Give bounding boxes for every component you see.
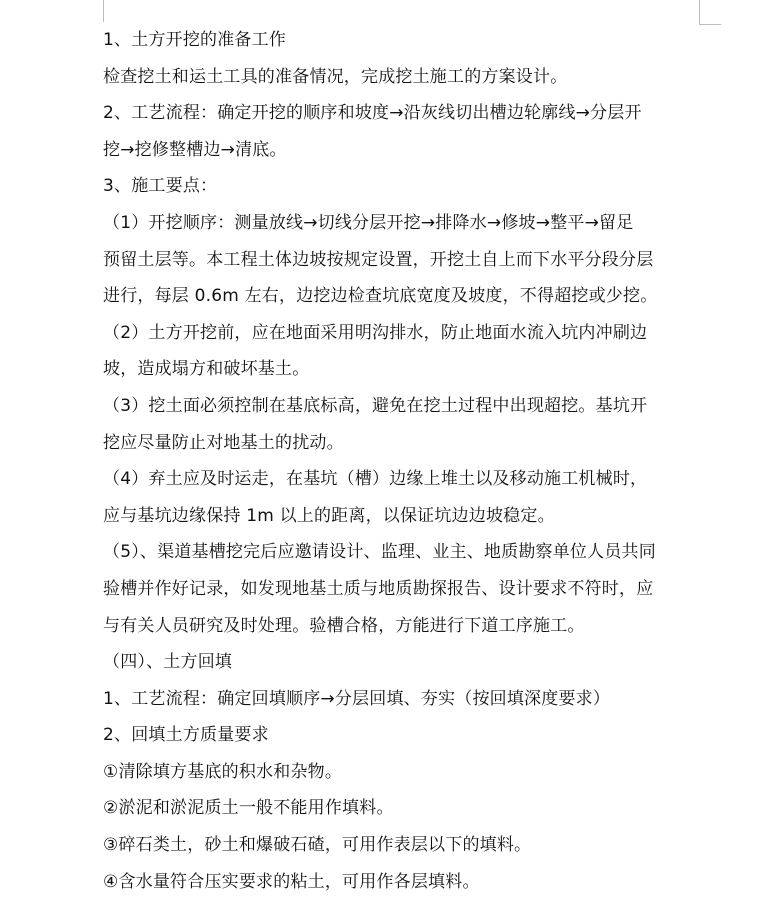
paragraph-line: （5）、渠道基槽挖完后应邀请设计、监理、业主、地质勘察单位人员共同 <box>103 542 656 563</box>
list-item: ②淤泥和淤泥质土一般不能用作填料。 <box>103 798 394 819</box>
document-body <box>103 22 703 900</box>
paragraph-line: 验槽并作好记录，如发现地基土质与地质勘探报告、设计要求不符时，应 <box>103 578 654 599</box>
heading-backfill: （四）、土方回填 <box>103 652 233 673</box>
list-item: ①清除填方基底的积水和杂物。 <box>103 761 343 782</box>
crop-mark-top-left <box>103 0 104 22</box>
paragraph-line: （3）挖土面必须控制在基底标高，避免在挖土过程中出现超挖。基坑开 <box>103 395 648 416</box>
paragraph-line: 预留土层等。本工程土体边坡按规定设置，开挖土自上而下水平分段分层 <box>103 249 654 270</box>
paragraph-line: 与有关人员研究及时处理。验槽合格，方能进行下道工序施工。 <box>103 615 585 636</box>
heading-backfill-quality: 2、回填土方质量要求 <box>103 725 269 746</box>
heading-process-flow: 2、工艺流程：确定开挖的顺序和坡度→沿灰线切出槽边轮廓线→分层开 <box>103 103 642 124</box>
paragraph-line: （4）弃土应及时运走，在基坑（槽）边缘上堆土以及移动施工机械时， <box>103 469 648 490</box>
paragraph-line: 坡，造成塌方和破坏基土。 <box>103 359 310 380</box>
paragraph-line: 应与基坑边缘保持 1m 以上的距离，以保证坑边边坡稳定。 <box>103 505 555 526</box>
list-item: ④含水量符合压实要求的粘土，可用作各层填料。 <box>103 871 480 892</box>
heading-construction-points: 3、施工要点： <box>103 176 218 197</box>
paragraph-line: （2）土方开挖前，应在地面采用明沟排水，防止地面水流入坑内冲刷边 <box>103 322 648 343</box>
heading-excavation-prep: 1、土方开挖的准备工作 <box>103 30 287 50</box>
crop-mark-top-right-vertical <box>699 0 700 24</box>
paragraph-line: 1、工艺流程：确定回填顺序→分层回填、夯实（按回填深度要求） <box>103 688 611 709</box>
paragraph-line: （1）开挖顺序：测量放线→切线分层开挖→排降水→修坡→整平→留足 <box>103 212 634 233</box>
paragraph-line: 挖→挖修整槽边→清底。 <box>103 139 287 160</box>
paragraph-line: 进行，每层 0.6m 左右，边挖边检查坑底宽度及坡度，不得超挖或少挖。 <box>103 286 658 307</box>
list-item: ③碎石类土，砂土和爆破石碴，可用作表层以下的填料。 <box>103 835 532 856</box>
paragraph-line: 挖应尽量防止对地基土的扰动。 <box>103 432 344 453</box>
paragraph-line: 检查挖土和运土工具的准备情况，完成挖土施工的方案设计。 <box>103 66 568 87</box>
